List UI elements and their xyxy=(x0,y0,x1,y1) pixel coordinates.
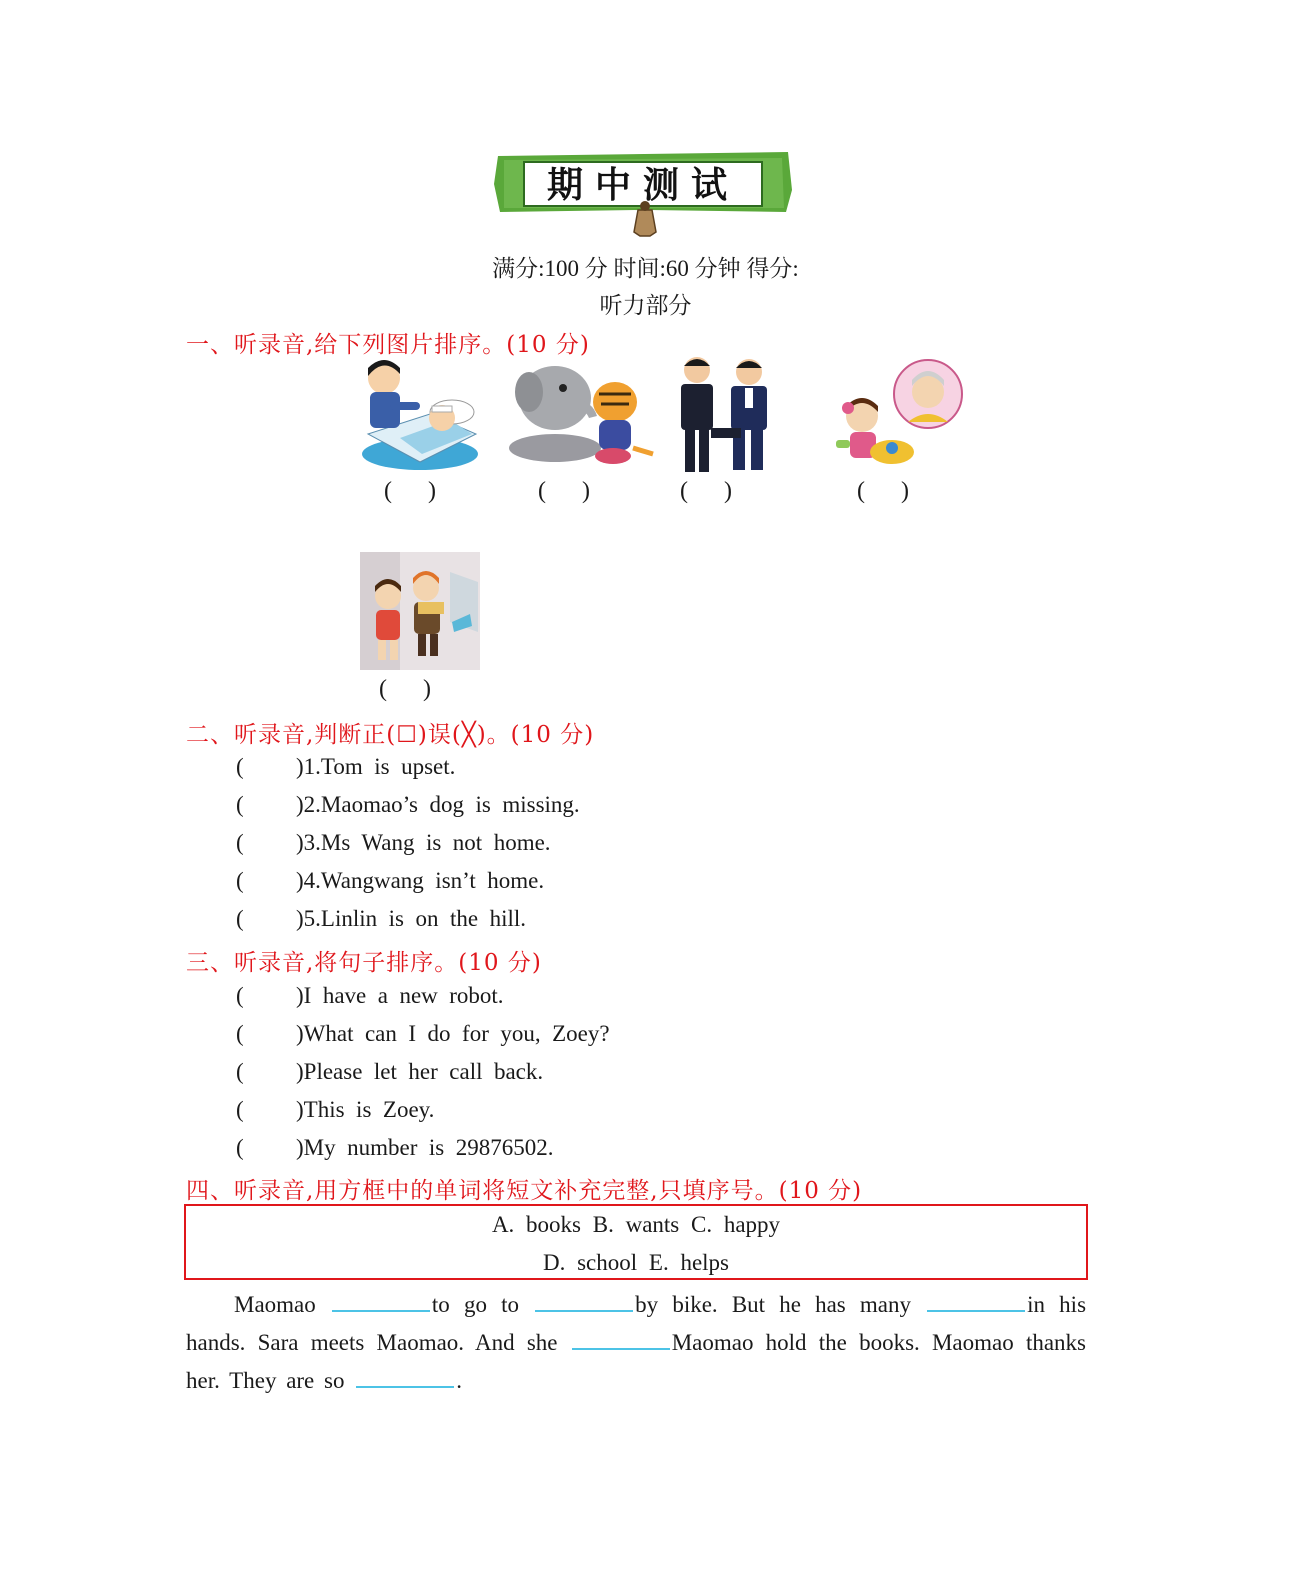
judge-item-4 xyxy=(236,868,544,894)
item-text: )My number is 29876502. xyxy=(296,1135,554,1160)
section-3-title: 三、听录音,将句子排序。(10 分) xyxy=(186,950,542,976)
order-item-3 xyxy=(236,1059,543,1085)
passage-text-2: to go to xyxy=(431,1292,520,1317)
page-title: 期中测试 xyxy=(546,164,739,206)
answer-paren-2[interactable]: ( ) xyxy=(538,478,590,504)
answer-paren-open[interactable]: ( xyxy=(236,1135,244,1160)
item-text: )3.Ms Wang is not home. xyxy=(296,830,551,855)
blank-2[interactable] xyxy=(535,1290,633,1312)
answer-paren-open[interactable]: ( xyxy=(236,983,244,1008)
item-text: )1.Tom is upset. xyxy=(296,754,456,779)
cloze-passage xyxy=(186,1286,1086,1400)
elephant-and-tiger-picture xyxy=(505,358,655,468)
item-text: )This is Zoey. xyxy=(296,1097,435,1122)
title-banner xyxy=(490,150,796,240)
answer-paren-1[interactable]: ( ) xyxy=(384,478,436,504)
boy-caring-sick-child-picture xyxy=(360,354,480,474)
answer-paren-open[interactable]: ( xyxy=(236,1021,244,1046)
order-item-4 xyxy=(236,1097,434,1123)
passage-text-3: by bike. But he has many xyxy=(635,1292,911,1317)
passage-text-1: Maomao xyxy=(234,1292,316,1317)
passage-text-4: in his hands. Sara meets Maomao. And she xyxy=(186,1292,1087,1355)
girl-phoning-grandma-picture xyxy=(828,356,968,468)
blank-3[interactable] xyxy=(927,1290,1025,1312)
answer-paren-open[interactable]: ( xyxy=(236,906,244,931)
item-text: )4.Wangwang isn’t home. xyxy=(296,868,545,893)
answer-paren-open[interactable]: ( xyxy=(236,754,244,779)
score-line: 满分:100 分 时间:60 分钟 得分: xyxy=(492,256,799,281)
order-item-5 xyxy=(236,1135,553,1161)
blank-4[interactable] xyxy=(572,1328,670,1350)
section-4-title: 四、听录音,用方框中的单词将短文补充完整,只填序号。(10 分) xyxy=(186,1178,863,1204)
answer-paren-open[interactable]: ( xyxy=(236,830,244,855)
judge-item-1 xyxy=(236,754,455,780)
answer-paren-open[interactable]: ( xyxy=(236,1097,244,1122)
item-text: )2.Maomao’s dog is missing. xyxy=(296,792,580,817)
word-bank-line-2: D. school E. helps xyxy=(542,1250,729,1275)
two-men-talking-picture xyxy=(675,352,785,476)
judge-item-2 xyxy=(236,792,580,818)
section-1-title: 一、听录音,给下列图片排序。(10 分) xyxy=(186,332,590,358)
judge-item-3 xyxy=(236,830,551,856)
children-with-books-picture xyxy=(360,552,480,670)
answer-paren-4[interactable]: ( ) xyxy=(857,478,909,504)
item-text: )What can I do for you, Zoey? xyxy=(296,1021,610,1046)
answer-paren-open[interactable]: ( xyxy=(236,868,244,893)
answer-paren-open[interactable]: ( xyxy=(236,1059,244,1084)
part-label: 听力部分 xyxy=(599,293,692,318)
answer-paren-3[interactable]: ( ) xyxy=(680,478,732,504)
passage-text-5: Maomao hold the books. Maomao thanks her. They are so xyxy=(186,1330,1087,1393)
section-2-title: 二、听录音,判断正(☐)误(╳)。(10 分) xyxy=(186,722,595,748)
item-text: )5.Linlin is on the hill. xyxy=(296,906,526,931)
order-item-1 xyxy=(236,983,504,1009)
item-text: )I have a new robot. xyxy=(296,983,504,1008)
passage-text-6: . xyxy=(456,1368,462,1393)
item-text: )Please let her call back. xyxy=(296,1059,544,1084)
blank-5[interactable] xyxy=(356,1366,454,1388)
blank-1[interactable] xyxy=(332,1290,430,1312)
answer-paren-open[interactable]: ( xyxy=(236,792,244,817)
word-bank-line-1: A. books B. wants C. happy xyxy=(491,1212,781,1237)
word-bank-box xyxy=(184,1204,1088,1280)
judge-item-5 xyxy=(236,906,526,932)
order-item-2 xyxy=(236,1021,610,1047)
answer-paren-5[interactable]: ( ) xyxy=(379,676,431,702)
